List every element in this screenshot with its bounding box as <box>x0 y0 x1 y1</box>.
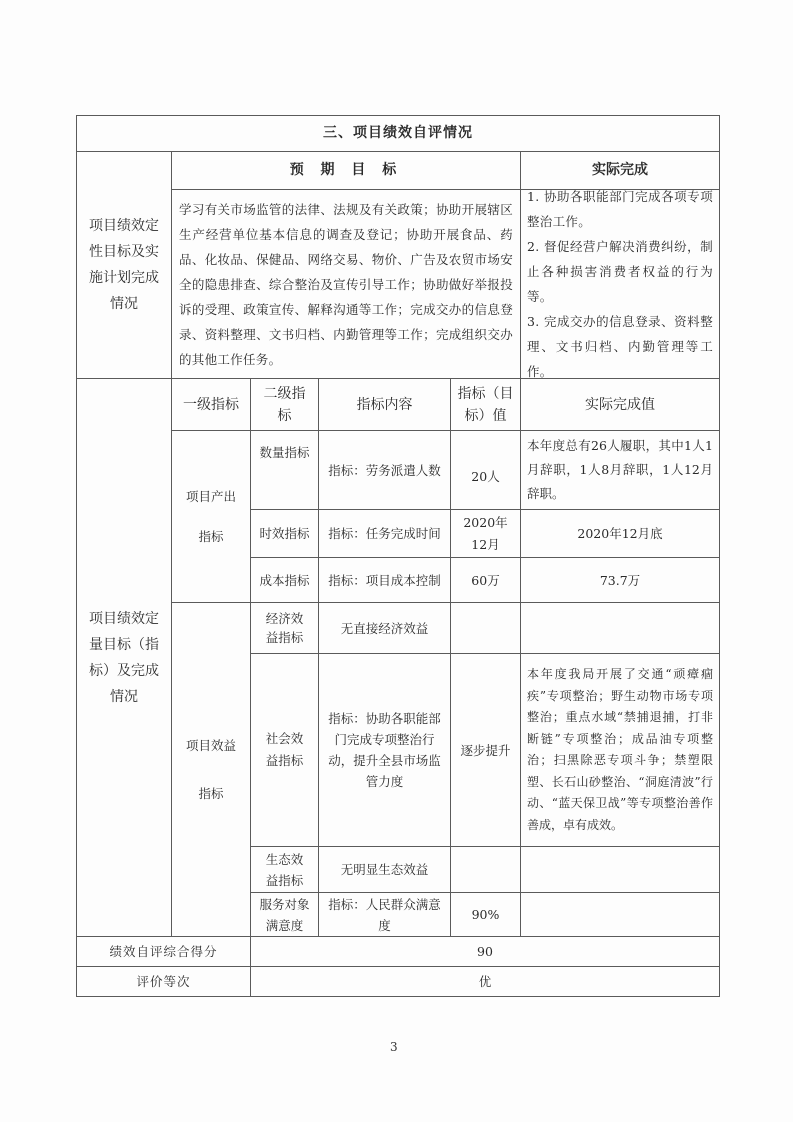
level1-output-indicators: 项目产出指标 <box>171 430 251 603</box>
level2-cell: 服务对象满意度 <box>250 892 319 937</box>
actual-cell: 73.7万 <box>520 557 720 603</box>
actual-cell <box>520 602 720 654</box>
level2-cell: 数量指标 <box>250 430 319 510</box>
expected-goals-text: 学习有关市场监管的法律、法规及有关政策；协助开展辖区生产经营单位基本信息的调查及登记；协助开展食品、药品、化妆品、保健品、网络交易、物价、广告及农贸市场安全的隐患排查、综合整治及宣传引导工作；协助做好举报投诉的受理、政策宣传、解释沟通等工作；完成交办的信息登录、资料整理、文书归档、内勤管理等工作；完成组织交办的其他工作任务。 <box>171 189 521 379</box>
content-cell: 指标：任务完成时间 <box>318 509 451 558</box>
content-cell: 无明显生态效益 <box>318 846 451 893</box>
target-cell <box>450 846 521 893</box>
target-cell: 2020年12月 <box>450 509 521 558</box>
level1-benefit-indicators: 项目效益指标 <box>171 602 251 937</box>
score-label: 绩效自评综合得分 <box>76 936 251 967</box>
actual-cell: 本年度总有26人履职，其中1人1月辞职，1人8月辞职，1人12月辞职。 <box>520 430 720 510</box>
grade-label: 评价等次 <box>76 966 251 997</box>
col-header-actual: 实际完成值 <box>520 378 720 431</box>
col-header-level2: 二级指标 <box>250 378 319 431</box>
quantitative-row-label: 项目绩效定量目标（指标）及完成情况 <box>76 378 172 937</box>
col-header-content: 指标内容 <box>318 378 451 431</box>
actual-cell <box>520 846 720 893</box>
target-cell: 逐步提升 <box>450 653 521 847</box>
actual-item: 2. 督促经营户解决消费纠纷，制止各种损害消费者权益的行为等。 <box>527 239 713 304</box>
actual-completion-text <box>520 189 720 379</box>
level2-cell: 经济效益指标 <box>250 602 319 654</box>
target-cell: 60万 <box>450 557 521 603</box>
level2-cell: 时效指标 <box>250 509 319 558</box>
qualitative-row-label: 项目绩效定性目标及实施计划完成情况 <box>76 151 172 379</box>
actual-cell: 本年度我局开展了交通“顽瘴痼疾”专项整治；野生动物市场专项整治；重点水域“禁捕退捕，打非断链”专项整治；成品油专项整治；扫黑除恶专项斗争；禁塑限塑、长石山砂整治、“洞庭清波”行动、“蓝天保卫战”等专项整治善作善成，卓有成效。 <box>520 653 720 847</box>
actual-item: 1. 协助各职能部门完成各项专项整治工作。 <box>527 189 713 229</box>
content-cell: 无直接经济效益 <box>318 602 451 654</box>
actual-item: 3. 完成交办的信息登录、资料整理、文书归档、内勤管理等工作。 <box>527 314 713 379</box>
col-header-target: 指标（目标）值 <box>450 378 521 431</box>
target-cell <box>450 602 521 654</box>
level2-cell: 社会效益指标 <box>250 653 319 847</box>
actual-completion-header: 实际完成 <box>520 151 720 190</box>
target-cell: 90% <box>450 892 521 937</box>
content-cell: 指标：人民群众满意度 <box>318 892 451 937</box>
target-cell: 20人 <box>450 430 521 510</box>
page-number: 3 <box>390 1040 398 1054</box>
content-cell: 指标：项目成本控制 <box>318 557 451 603</box>
actual-cell: 2020年12月底 <box>520 509 720 558</box>
col-header-level1: 一级指标 <box>171 378 251 431</box>
grade-value: 优 <box>250 966 720 997</box>
content-cell: 指标：协助各职能部门完成专项整治行动，提升全县市场监管力度 <box>318 653 451 847</box>
actual-cell <box>520 892 720 937</box>
section-title <box>76 115 720 152</box>
section-title-text: 三、项目绩效自评情况 <box>323 125 473 141</box>
level2-cell: 成本指标 <box>250 557 319 603</box>
content-cell: 指标：劳务派遣人数 <box>318 430 451 510</box>
level2-cell: 生态效益指标 <box>250 846 319 893</box>
score-value: 90 <box>250 936 720 967</box>
expected-goals-header: 预 期 目 标 <box>171 151 521 190</box>
